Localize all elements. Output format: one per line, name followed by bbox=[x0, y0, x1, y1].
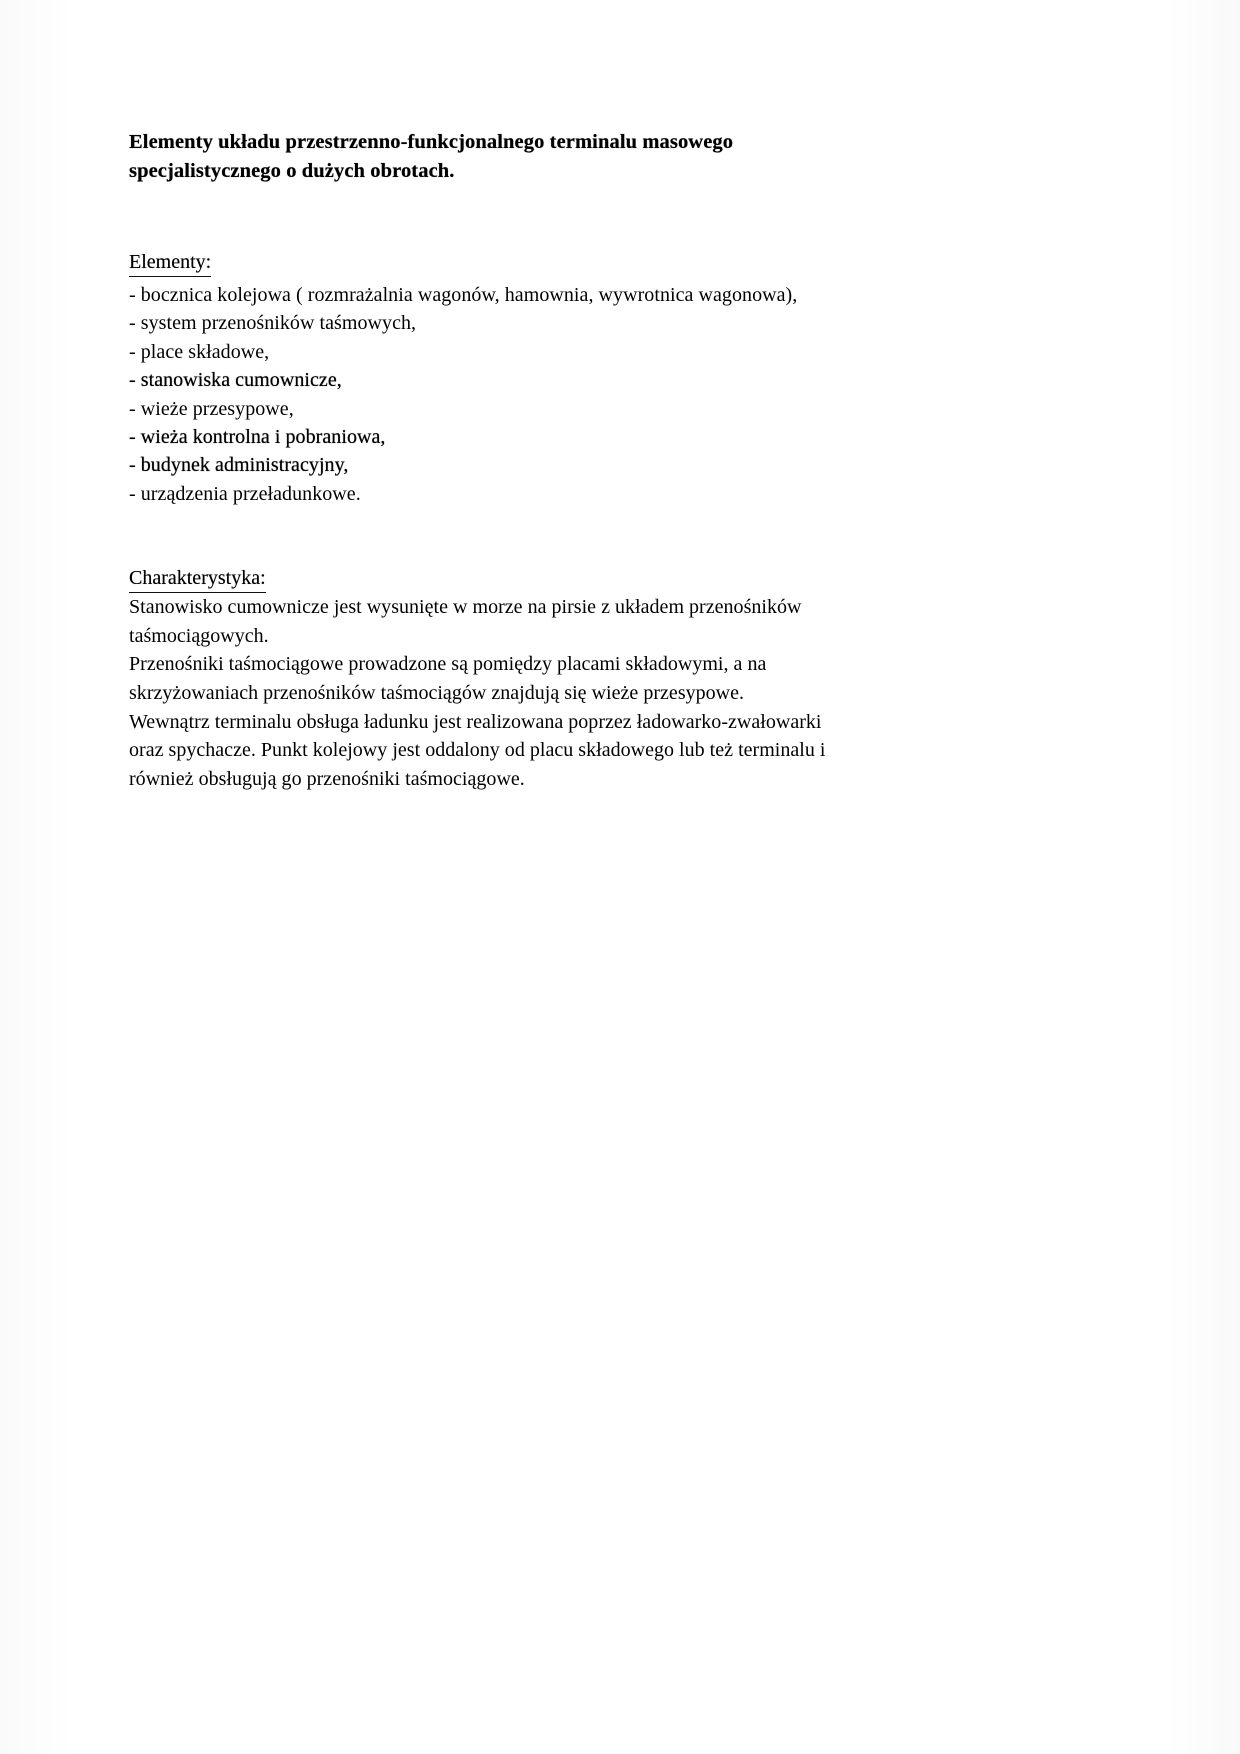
paragraph-line: Stanowisko cumownicze jest wysunięte w morze na pirsie z układem przenośników bbox=[129, 596, 802, 619]
list-item: - place składowe, bbox=[129, 340, 270, 363]
paragraph-line: oraz spychacze. Punkt kolejowy jest oddalony od placu składowego lub też terminalu i bbox=[129, 739, 826, 762]
list-item: - wieże przesypowe, bbox=[129, 397, 294, 420]
paragraph-line: również obsługują go przenośniki taśmociągowe. bbox=[129, 767, 525, 790]
page-title-line-1: Elementy układu przestrzenno-funkcjonalnego terminalu masowego bbox=[129, 131, 734, 153]
elementy-list bbox=[129, 281, 1029, 508]
charakterystyka-paragraph bbox=[129, 593, 1009, 793]
section-spacer bbox=[129, 508, 1029, 564]
section-heading-charakterystyka: Charakterystyka: bbox=[129, 564, 266, 593]
page-title-line-2: specjalistycznego o dużych obrotach. bbox=[129, 160, 455, 182]
list-item: - bocznica kolejowa ( rozmrażalnia wagonów, hamownia, wywrotnica wagonowa), bbox=[129, 284, 798, 306]
list-item: - urządzenia przeładunkowe. bbox=[129, 482, 361, 505]
section-heading-charakterystyka-wrap bbox=[129, 564, 1029, 593]
title-spacer bbox=[129, 186, 1029, 248]
section-heading-elementy: Elementy: bbox=[129, 248, 211, 277]
paragraph-line: skrzyżowaniach przenośników taśmociągów znajdują się wieże przesypowe. bbox=[129, 682, 745, 705]
paragraph-line: Wewnątrz terminalu obsługa ładunku jest realizowana poprzez ładowarko-zwałowarki bbox=[129, 710, 822, 733]
list-item: - stanowiska cumownicze, bbox=[129, 369, 342, 392]
list-item: - system przenośników taśmowych, bbox=[129, 312, 417, 335]
paragraph-line: Przenośniki taśmociągowe prowadzone są pomiędzy placami składowymi, a na bbox=[129, 653, 767, 676]
document-body bbox=[129, 128, 1029, 793]
paragraph-line: taśmociągowych. bbox=[129, 624, 269, 647]
list-item: - budynek administracyjny, bbox=[129, 454, 349, 477]
list-item: - wieża kontrolna i pobraniowa, bbox=[129, 426, 386, 449]
page-title bbox=[129, 128, 1029, 186]
section-heading-elementy-wrap bbox=[129, 248, 1029, 277]
